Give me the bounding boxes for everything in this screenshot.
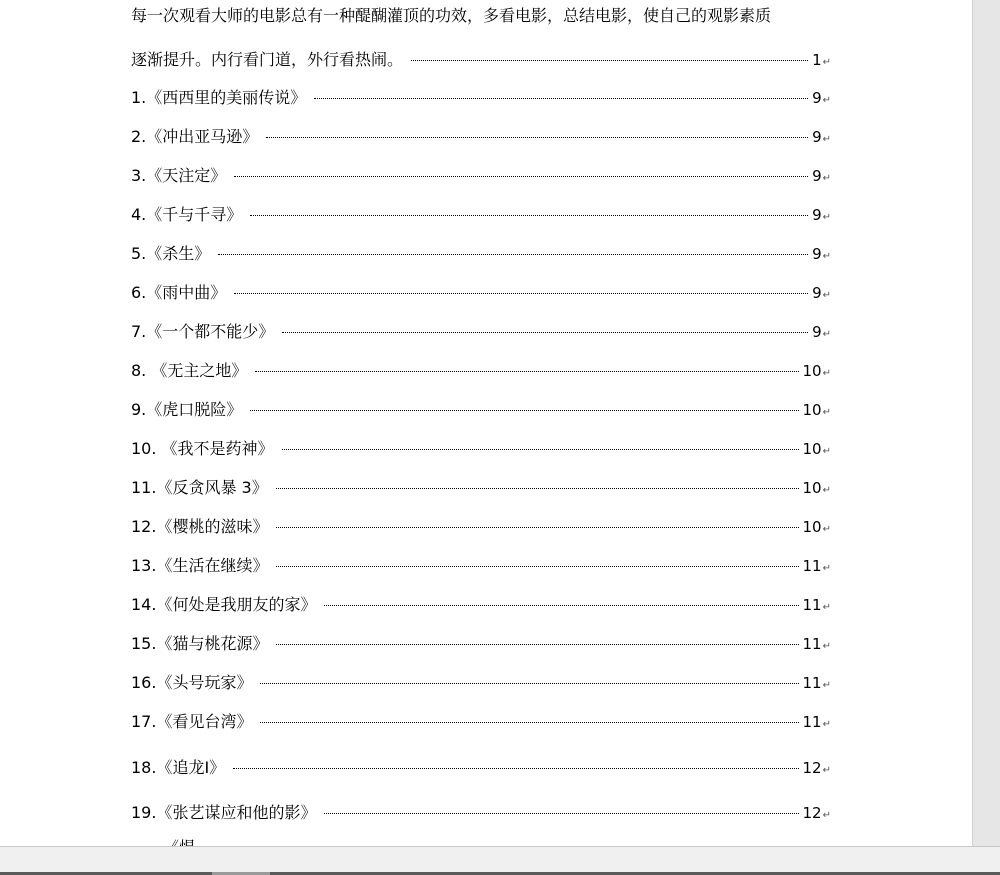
dot-leader [276, 566, 798, 567]
dot-leader [411, 60, 808, 61]
vertical-scrollbar[interactable] [972, 0, 1000, 846]
dot-leader [276, 644, 798, 645]
toc-entry-title: 8. 《无主之地》 [131, 361, 248, 380]
dot-leader [324, 813, 798, 814]
intro-line-2[interactable] [131, 50, 831, 70]
toc-page-number: 12 [802, 804, 822, 822]
toc-entry[interactable] [131, 673, 831, 693]
toc-page-number: 10 [802, 362, 822, 380]
paragraph-mark-icon: ↵ [822, 212, 831, 223]
toc-entry[interactable] [131, 166, 831, 186]
paragraph-mark-icon: ↵ [822, 95, 831, 106]
toc-page-number: 11 [802, 674, 822, 692]
paragraph-mark-icon: ↵ [822, 368, 831, 379]
toc-page-number: 11 [802, 557, 822, 575]
dot-leader [218, 254, 808, 255]
toc-entry-title: 13.《生活在继续》 [131, 556, 269, 575]
horizontal-scrollbar[interactable] [0, 846, 1000, 875]
toc-page-number: 10 [802, 440, 822, 458]
paragraph-mark-icon: ↵ [822, 407, 831, 418]
paragraph-mark-icon: ↵ [822, 719, 831, 730]
paragraph-mark-icon: ↵ [822, 485, 831, 496]
toc-entry[interactable] [131, 283, 831, 303]
toc-entry[interactable] [131, 439, 831, 459]
dot-leader [314, 98, 808, 99]
paragraph-mark-icon: ↵ [822, 524, 831, 535]
intro-page-number: 1 [812, 51, 822, 69]
toc-page-number: 11 [802, 713, 822, 731]
paragraph-mark-icon: ↵ [822, 680, 831, 691]
dot-leader [250, 215, 808, 216]
toc-entry[interactable] [131, 712, 831, 732]
paragraph-mark-icon: ↵ [822, 57, 831, 68]
toc-entry-title: 5.《杀生》 [131, 244, 211, 263]
dot-leader [276, 527, 798, 528]
toc-page-number: 9 [812, 89, 822, 107]
dot-leader [266, 137, 808, 138]
toc-entry-title: 14.《何处是我朋友的家》 [131, 595, 317, 614]
toc-entry-title: 19.《张艺谋应和他的影》 [131, 803, 317, 822]
toc-entry[interactable] [131, 556, 831, 576]
toc-entry-title: 9.《虎口脱险》 [131, 400, 243, 419]
toc-page-number: 9 [812, 284, 822, 302]
paragraph-mark-icon: ↵ [822, 173, 831, 184]
dot-leader [250, 410, 798, 411]
dot-leader [324, 605, 798, 606]
toc-entry[interactable] [131, 758, 831, 778]
toc-entry[interactable] [131, 478, 831, 498]
dot-leader [234, 176, 808, 177]
toc-entry[interactable] [131, 88, 831, 108]
toc-entry-title: 10. 《我不是药神》 [131, 439, 274, 458]
toc-entry[interactable] [131, 127, 831, 147]
paragraph-mark-icon: ↵ [822, 134, 831, 145]
paragraph-mark-icon: ↵ [822, 641, 831, 652]
intro-line-2-text: 逐渐提升。内行看门道，外行看热闹。 [131, 50, 404, 69]
paragraph-mark-icon: ↵ [822, 563, 831, 574]
toc-page-number: 10 [802, 401, 822, 419]
toc-page-number: 11 [802, 596, 822, 614]
toc-entry[interactable] [131, 595, 831, 615]
dot-leader [234, 293, 808, 294]
paragraph-mark-icon: ↵ [822, 810, 831, 821]
toc-page-number: 9 [812, 323, 822, 341]
dot-leader [276, 488, 799, 489]
toc-entry[interactable] [131, 361, 831, 381]
paragraph-mark-icon: ↵ [822, 329, 831, 340]
dot-leader [260, 722, 798, 723]
paragraph-mark-icon: ↵ [822, 602, 831, 613]
toc-page-number: 9 [812, 128, 822, 146]
toc-entry-title: 17.《看见台湾》 [131, 712, 253, 731]
toc-page-number: 12 [802, 759, 822, 777]
dot-leader [282, 332, 808, 333]
toc-page-number: 11 [802, 635, 822, 653]
dot-leader [282, 449, 799, 450]
toc-entry-title: 12.《樱桃的滋味》 [131, 517, 269, 536]
paragraph-mark-icon: ↵ [822, 251, 831, 262]
paragraph-mark-icon: ↵ [822, 446, 831, 457]
dot-leader [260, 683, 798, 684]
toc-entry[interactable] [131, 803, 831, 823]
toc-page-number: 10 [802, 479, 822, 497]
toc-entry-title: 15.《猫与桃花源》 [131, 634, 269, 653]
toc-entry[interactable] [131, 400, 831, 420]
toc-page-number: 9 [812, 206, 822, 224]
toc-entry[interactable] [131, 634, 831, 654]
toc-page-number: 9 [812, 167, 822, 185]
paragraph-mark-icon: ↵ [822, 765, 831, 776]
toc-entry-title: 6.《雨中曲》 [131, 283, 227, 302]
toc-entry-title: 11.《反贪风暴 3》 [131, 478, 268, 497]
paragraph-mark-icon: ↵ [822, 290, 831, 301]
toc-entry[interactable] [131, 517, 831, 537]
dot-leader [255, 371, 798, 372]
toc-entry[interactable] [131, 244, 831, 264]
toc-entry-title: 16.《头号玩家》 [131, 673, 253, 692]
toc-entry-title: 4.《千与千寻》 [131, 205, 243, 224]
dot-leader [233, 768, 798, 769]
toc-entry-title: 3.《天注定》 [131, 166, 227, 185]
intro-line-1: 每一次观看大师的电影总有一种醍醐灌顶的功效，多看电影，总结电影，使自己的观影素质 [131, 6, 772, 25]
toc-entry-title: 2.《冲出亚马逊》 [131, 127, 259, 146]
toc-entry[interactable] [131, 322, 831, 342]
toc-page-number: 9 [812, 245, 822, 263]
toc-entry-title: 18.《追龙Ⅰ》 [131, 758, 226, 777]
toc-entry-title: 7.《一个都不能少》 [131, 322, 275, 341]
toc-page-number: 10 [802, 518, 822, 536]
toc-entry[interactable] [131, 205, 831, 225]
toc-entry-title: 1.《西西里的美丽传说》 [131, 88, 307, 107]
